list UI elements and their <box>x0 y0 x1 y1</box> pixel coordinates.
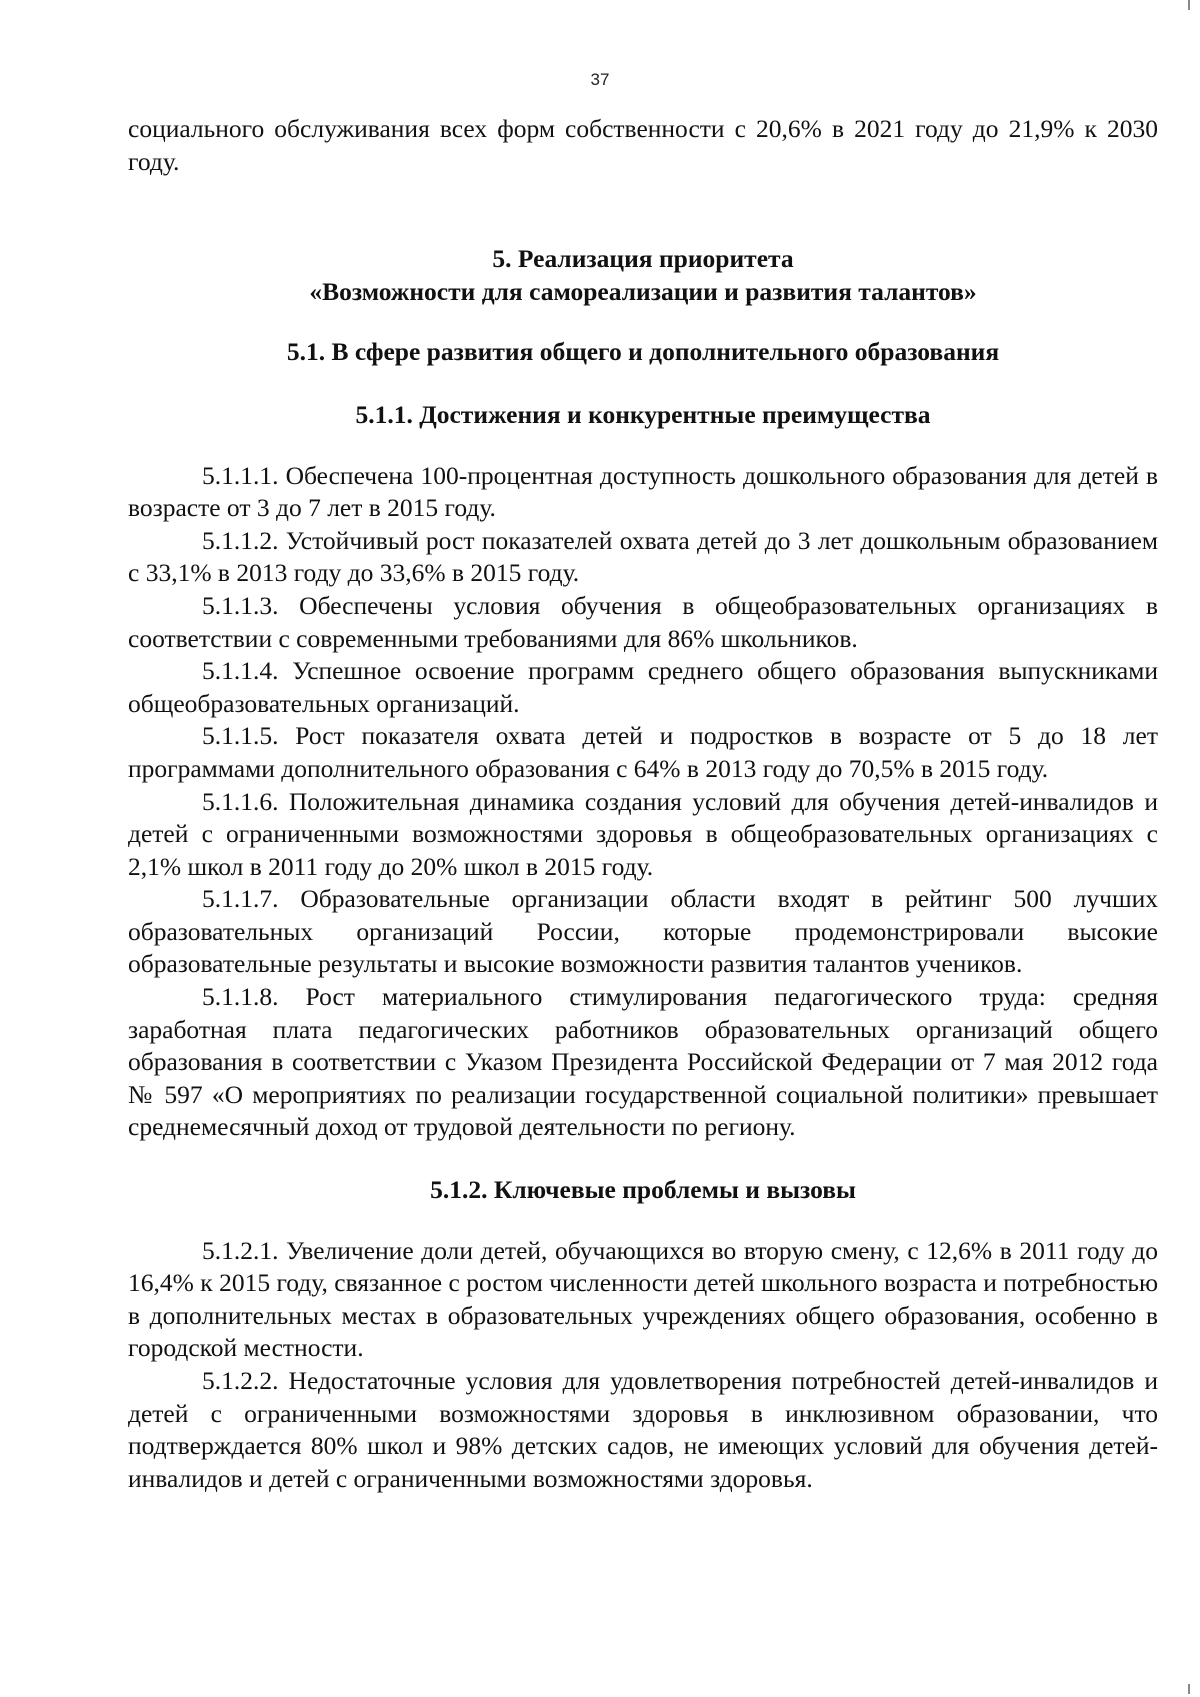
intro-continuation-paragraph: социального обслуживания всех форм собственности с 20,6% в 2021 году до 21,9% к 2030 году. <box>128 114 1158 176</box>
problem-paragraph: 5.1.2.2. Недостаточные условия для удовлетворения потребностей детей-инвалидов и детей с ограниченными возможностями здоровья в инклюзивном образовании, что подтверждается 80% школ и 98% детских садов, не имеющих условий для обучения детей-инвалидов и детей с ограниченными возможностями здоровья. <box>128 1366 1158 1493</box>
achievements-list <box>128 460 1158 1144</box>
achievement-paragraph: 5.1.1.6. Положительная динамика создания условий для обучения детей-инвалидов и детей с ограниченными возможностями здоровья в общеобразовательных организациях с 2,1% школ в 2011 году до 20% школ в 2015 году. <box>128 786 1158 881</box>
achievement-paragraph: 5.1.1.8. Рост материального стимулирования педагогического труда: средняя заработная плата педагогических работников образовательных организаций общего образования в соответствии с Указом Президента Российской Федерации от 7 мая 2012 года № 597 «О мероприятиях по реализации государственной социальной политики» превышает среднемесячный доход от трудовой деятельности по региону. <box>128 982 1158 1142</box>
achievement-paragraph: 5.1.1.1. Обеспечена 100-процентная доступность дошкольного образования для детей в возрасте от 3 до 7 лет в 2015 году. <box>128 460 1158 523</box>
section-title <box>128 243 1158 308</box>
achievement-paragraph: 5.1.1.7. Образовательные организации области входят в рейтинг 500 лучших образовательных организаций России, которые продемонстрировали высокие образовательные результаты и высокие возможности развития талантов учеников. <box>128 884 1158 979</box>
achievement-paragraph: 5.1.1.3. Обеспечены условия обучения в общеобразовательных организациях в соответствии с современными требованиями для 86% школьников. <box>128 590 1158 653</box>
achievement-paragraph: 5.1.1.4. Успешное освоение программ среднего общего образования выпускниками общеобразовательных организаций. <box>128 656 1158 718</box>
achievement-paragraph: 5.1.1.5. Рост показателя охвата детей и подростков в возрасте от 5 до 18 лет программами дополнительного образования с 64% в 2013 году до 70,5% в 2015 году. <box>128 721 1158 783</box>
document-body <box>128 113 1158 1495</box>
achievement-paragraph: 5.1.1.2. Устойчивый рост показателей охвата детей до 3 лет дошкольным образованием с 33,1% в 2013 году до 33,6% в 2015 году. <box>128 525 1158 588</box>
subsection-title: 5.1. В сфере развития общего и дополнительного образования <box>286 337 1000 367</box>
scan-artifact-bottom-right <box>1188 1684 1190 1694</box>
page-number: 37 <box>590 70 610 89</box>
scan-artifact-top-right <box>1188 0 1190 10</box>
achievements-title: 5.1.1. Достижения и конкурентные преимущества <box>355 399 931 429</box>
problem-paragraph: 5.1.2.1. Увеличение доли детей, обучающихся во вторую смену, с 12,6% в 2011 году до 16,4% к 2015 году, связанное с ростом численности детей школьного возраста и потребностью в дополнительных местах в образовательных учреждениях общего образования, особенно в городской местности. <box>128 1235 1158 1363</box>
section-title-line-2: «Возможности для самореализации и развития талантов» <box>309 276 977 306</box>
problems-title: 5.1.2. Ключевые проблемы и вызовы <box>430 1175 856 1205</box>
section-title-line-1: 5. Реализация приоритета <box>492 244 794 274</box>
problems-list <box>128 1235 1158 1496</box>
